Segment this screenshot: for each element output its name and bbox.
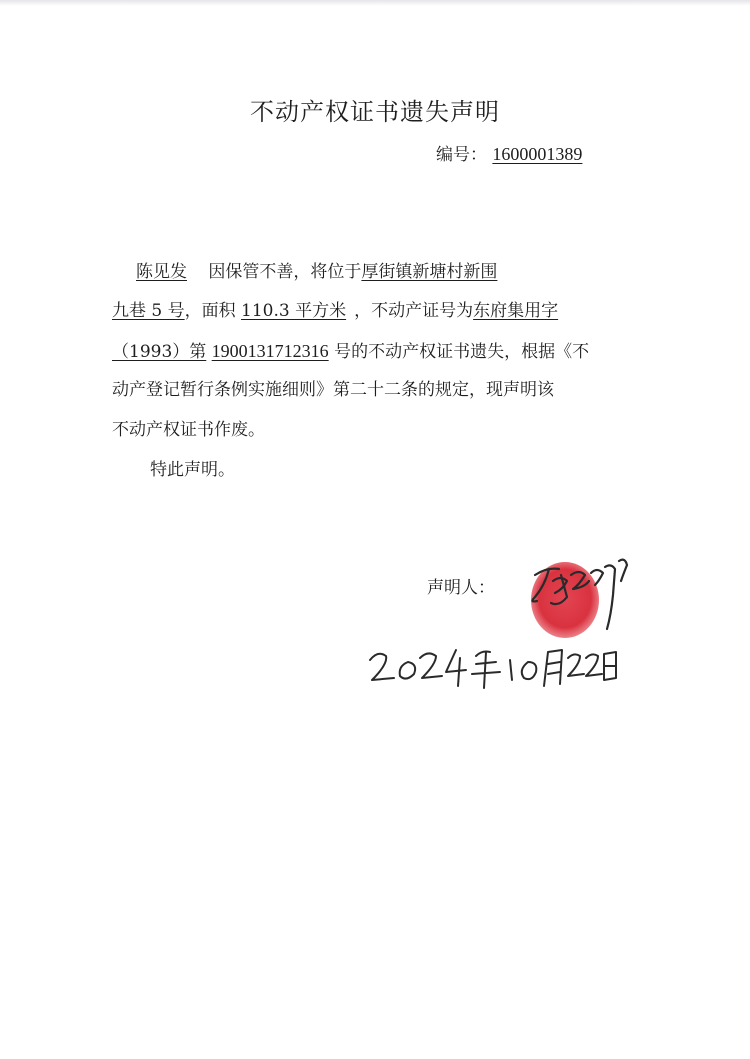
body-text-3: ，不动产证号为	[354, 301, 474, 321]
body-line-4: 动产登记暂行条例实施细则》第二十二条的规定，现声明该	[112, 380, 554, 400]
body-text-2: ，面积	[184, 301, 236, 321]
closing-text: 特此声明。	[150, 460, 235, 480]
certificate-number	[436, 140, 582, 165]
body-line-3	[112, 332, 642, 373]
location-2: 九巷 5 号	[112, 301, 185, 321]
cert-year: （1993）第	[112, 342, 207, 362]
body-text-4: 号的不动产权证书遗失，根据《不	[334, 342, 590, 362]
handwritten-date	[360, 636, 620, 696]
body-line-2	[112, 292, 642, 332]
document-title: 不动产权证书遗失声明	[250, 98, 500, 126]
cert-number: 1900131712316	[211, 341, 329, 361]
number-value: 1600001389	[492, 144, 583, 164]
signature-with-thumbprint	[515, 545, 645, 640]
body-line-5: 不动产权证书作废。	[112, 420, 265, 440]
number-label: 编号：	[436, 145, 487, 165]
body-line-1	[112, 253, 642, 293]
body-text-1: 因保管不善，将位于	[208, 262, 362, 282]
owner-name: 陈见发	[136, 262, 187, 282]
declarant-label: 声明人：	[427, 578, 495, 598]
cert-prefix: 东府集用字	[473, 301, 559, 321]
scan-edge	[0, 0, 750, 6]
location-1: 厚街镇新塘村新围	[361, 262, 498, 282]
area-value: 110.3 平方米	[241, 301, 347, 321]
